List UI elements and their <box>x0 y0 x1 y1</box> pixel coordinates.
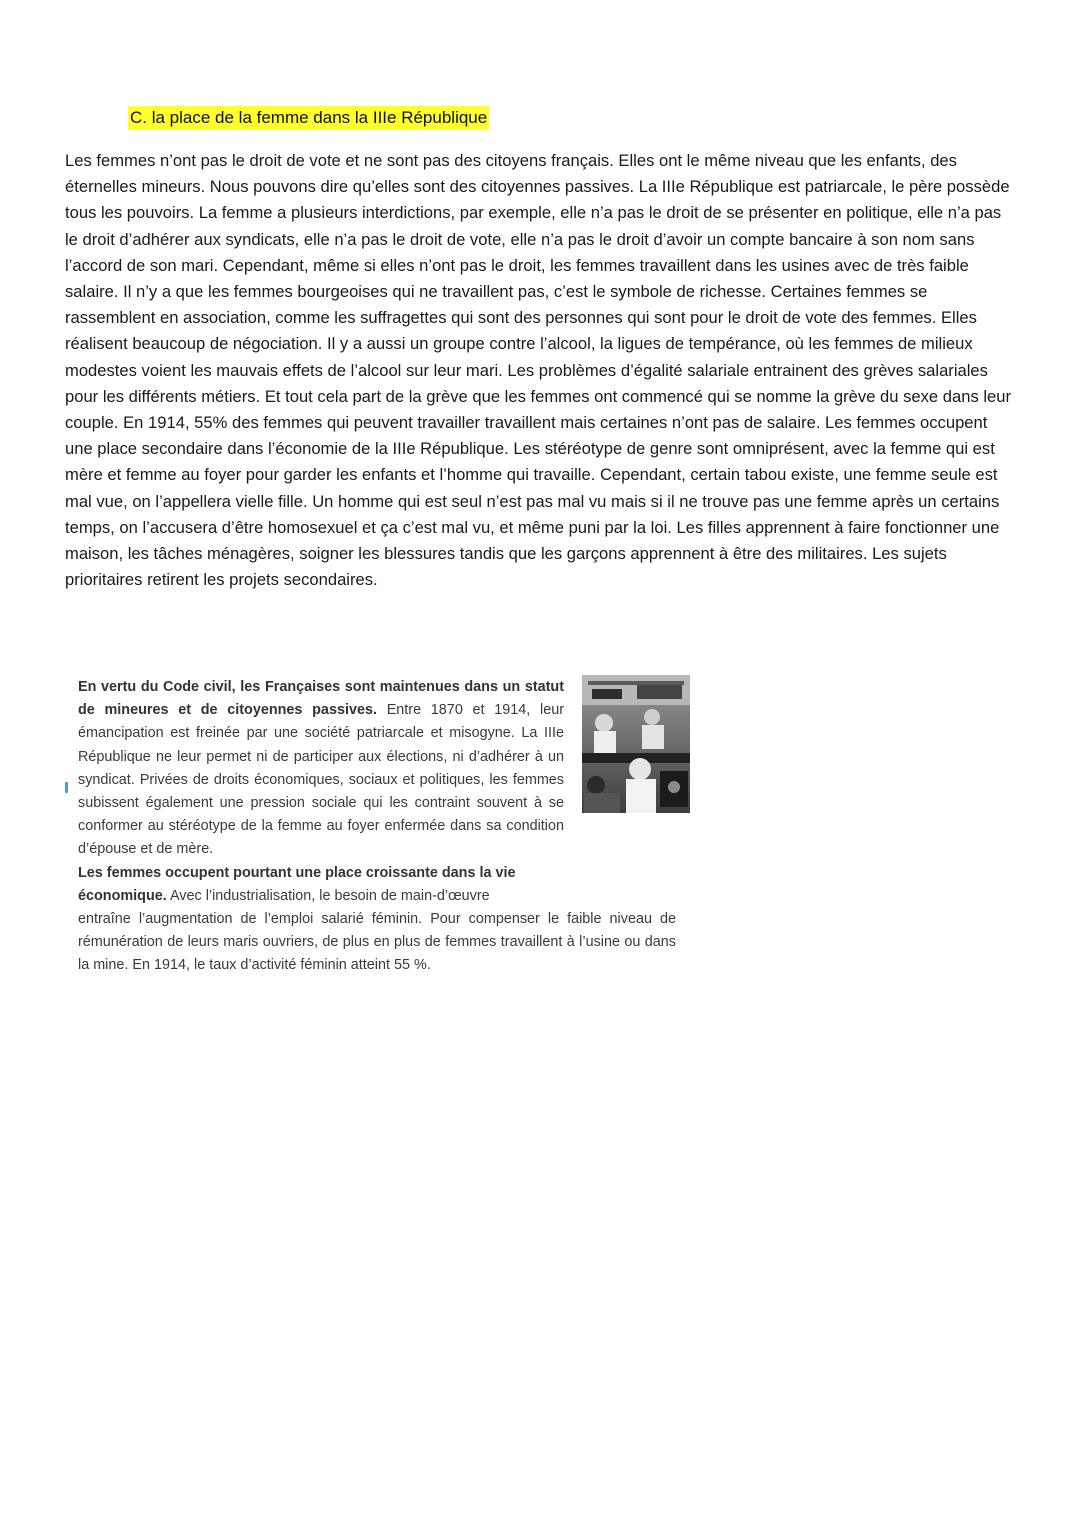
excerpt-bold-lead-2b: économique. <box>78 887 167 904</box>
excerpt-text-1: Entre 1870 et 1914, leur émancipation est freinée par une société patriarcale et misogyne. La IIIe République ne leur permet ni de participer aux élections, ni d’adhérer à un syndicat. Privées de droits économiques, sociaux et politiques, les femmes subissent également une pression sociale qui les contraint souvent à se conformer au stéréotype de la femme au foyer enfermée dans sa condition d’épouse et de mère. <box>78 702 564 858</box>
main-paragraph-block <box>65 148 1015 593</box>
factory-workers-photo <box>582 675 690 813</box>
main-paragraph: Les femmes n’ont pas le droit de vote et ne sont pas des citoyens français. Elles ont le même niveau que les enfants, des éternelles mineurs. Nous pouvons dire qu’elles sont des citoyennes passives. La IIIe République est patriarcale, le père possède tous les pouvoirs. La femme a plusieurs interdictions, par exemple, elle n’a pas le droit de se présenter en politique, elle n’a pas le droit d’adhérer aux syndicats, elle n’a pas le droit de vote, elle n’a pas le droit d’avoir un compte bancaire à son nom sans l’accord de son mari. Cependant, même si elles n’ont pas le droit, les femmes travaillent dans les usines avec de très faible salaire. Il n’y a que les femmes bourgeoises qui ne travaillent pas, c’est le symbole de richesse. Certaines femmes se rassemblent en association, comme les suffragettes qui sont des personnes qui sont pour le droit de vote des femmes. Elles réalisent beaucoup de négociation. Il y a aussi un groupe contre l’alcool, la ligues de tempérance, où les femmes de milieux modestes voient les mauvais effets de l’alcool sur leur mari. Les problèmes d’égalité salariale entrainent des grèves salariales pour les différents métiers. Et tout cela part de la grève que les femmes ont commencé qui se nomme la grève du sexe dans leur couple. En 1914, 55% des femmes qui peuvent travailler travaillent mais certaines n’ont pas de salaire. Les femmes occupent une place secondaire dans l’économie de la IIIe République. Les stéréotype de genre sont omniprésent, avec la femme qui est mère et femme au foyer pour garder les enfants et l’homme qui travaille. Cependant, certain tabou existe, une femme seule est mal vue, on l’appellera vielle fille. Un homme qui est seul n’est pas mal vu mais si il ne trouve pas une femme après un certains temps, on l’accusera d’être homosexuel et ça c’est mal vu, et même puni par la loi. Les filles apprennent à faire fonctionner une maison, les tâches ménagères, soigner les blessures tandis que les garçons apprennent à être des militaires. Les sujets prioritaires retirent les projets secondaires. <box>65 151 1012 590</box>
excerpt-text-2a: Avec l’industrialisation, le besoin de main-d’œuvre <box>166 887 490 904</box>
text-cursor-marker <box>65 782 68 793</box>
excerpt-paragraph-2-start <box>78 862 564 908</box>
excerpt-paragraph-2-end: entraîne l’augmentation de l’emploi salarié féminin. Pour compenser le faible niveau de rémunération de leurs maris ouvriers, de plus en plus de femmes travaillent à l’usine ou dans la mine. En 1914, le taux d’activité féminin atteint 55 %. <box>78 911 676 974</box>
excerpt-paragraph-1 <box>78 676 564 862</box>
photo-illustration <box>582 675 690 813</box>
excerpt-bold-lead-2a: Les femmes occupent pourtant une place croissante dans la vie <box>78 864 516 881</box>
section-heading: C. la place de la femme dans la IIIe République <box>128 106 489 130</box>
excerpt-bold-lead-1: En vertu du Code civil, les Françaises sont maintenues dans un statut de mineures et de citoyennes passives. <box>78 679 564 719</box>
